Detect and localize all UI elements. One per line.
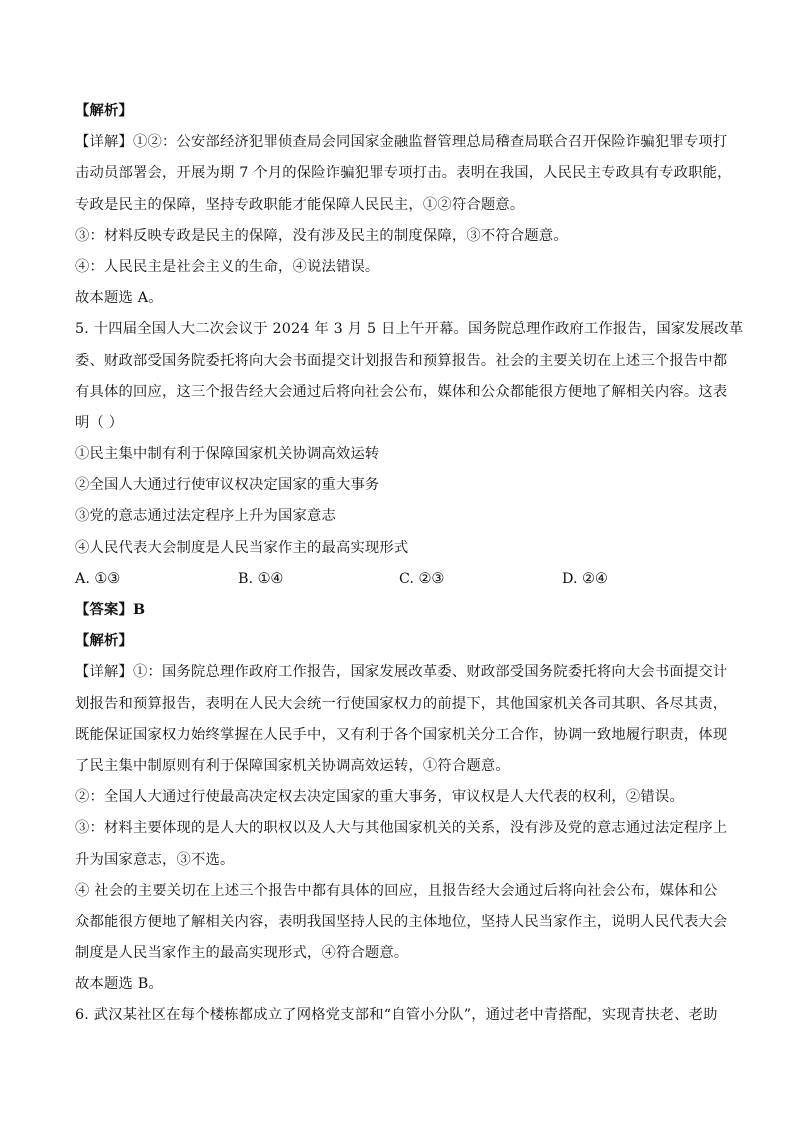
- section-heading: 【答案】B: [75, 602, 146, 618]
- option-a: A. ①③: [75, 570, 121, 587]
- text-line: ③党的意志通过法定程序上升为国家意志: [75, 508, 336, 525]
- text-line: 升为国家意志，③不选。: [75, 851, 235, 868]
- text-line: 故本题选 A。: [75, 290, 163, 307]
- text-line: 了民主集中制原则有利于保障国家机关协调高效运转，①符合题意。: [75, 757, 510, 774]
- text-line: 制度是人民当家作主的最高实现形式，④符合题意。: [75, 945, 409, 962]
- text-line: 委、财政部受国务院委托将向大会书面提交计划报告和预算报告。社会的主要关切在上述三个报告中都: [75, 352, 728, 369]
- text-line: ①民主集中制有利于保障国家机关协调高效运转: [75, 446, 380, 463]
- option-d: D. ②④: [562, 570, 608, 587]
- text-line: 既能保证国家权力始终掌握在人民手中，又有利于各个国家机关分工合作，协调一致地履行职责，体现: [75, 726, 728, 743]
- text-line: ③：材料反映专政是民主的保障，没有涉及民主的制度保障，③不符合题意。: [75, 227, 568, 244]
- text-line: 众都能很方便地了解相关内容，表明我国坚持人民的主体地位，坚持人民当家作主，说明人民代表大会: [75, 913, 728, 930]
- text-line: 故本题选 B。: [75, 976, 163, 993]
- text-block-part2: [75, 595, 728, 1032]
- document-content: [75, 96, 744, 1032]
- text-line: 击动员部署会，开展为期 7 个月的保险诈骗犯罪专项打击。表明在我国，人民民主专政具有专政职能，: [75, 165, 732, 182]
- text-line: 专政是民主的保障，坚持专政职能才能保障人民民主，①②符合题意。: [75, 196, 525, 213]
- text-line: 有具体的回应，这三个报告经大会通过后将向社会公布，媒体和公众都能很方便地了解相关内容。这表: [75, 383, 728, 400]
- answer-options: [75, 564, 725, 595]
- text-line: ④ 社会的主要关切在上述三个报告中都有具体的回应，且报告经大会通过后将向社会公布，媒体和公: [75, 882, 718, 899]
- text-line: ④人民代表大会制度是人民当家作主的最高实现形式: [75, 539, 409, 556]
- section-heading: 【解析】: [75, 103, 133, 119]
- text-line: ②全国人大通过行使审议权决定国家的重大事务: [75, 477, 380, 494]
- option-c: C. ②③: [399, 570, 445, 587]
- text-line: 明（ ）: [75, 414, 124, 431]
- text-line: 5. 十四届全国人大二次会议于 2024 年 3 月 5 日上午开幕。国务院总理作政府工作报告，国家发展改革: [75, 321, 744, 338]
- text-line: ④：人民民主是社会主义的生命，④说法错误。: [75, 258, 380, 275]
- text-line: ②：全国人大通过行使最高决定权去决定国家的重大事务，审议权是人大代表的权利，②错误。: [75, 789, 684, 806]
- text-line: 【详解】①②：公安部经济犯罪侦查局会同国家金融监督管理总局稽查局联合召开保险诈骗犯罪专项打: [75, 134, 728, 151]
- text-line: 划报告和预算报告，表明在人民大会统一行使国家权力的前提下，其他国家机关各司其职、各尽其责，: [75, 695, 728, 712]
- text-line: 【详解】①：国务院总理作政府工作报告，国家发展改革委、财政部受国务院委托将向大会书面提交计: [75, 664, 728, 681]
- section-heading: 【解析】: [75, 633, 133, 650]
- text-line: ③：材料主要体现的是人大的职权以及人大与其他国家机关的关系，没有涉及党的意志通过法定程序上: [75, 820, 728, 837]
- option-b: B. ①④: [238, 570, 284, 587]
- text-line: 6. 武汉某社区在每个楼栋都成立了网格党支部和“自管小分队”，通过老中青搭配，实现青扶老、老助: [75, 1007, 718, 1024]
- text-block-part1: [75, 96, 744, 564]
